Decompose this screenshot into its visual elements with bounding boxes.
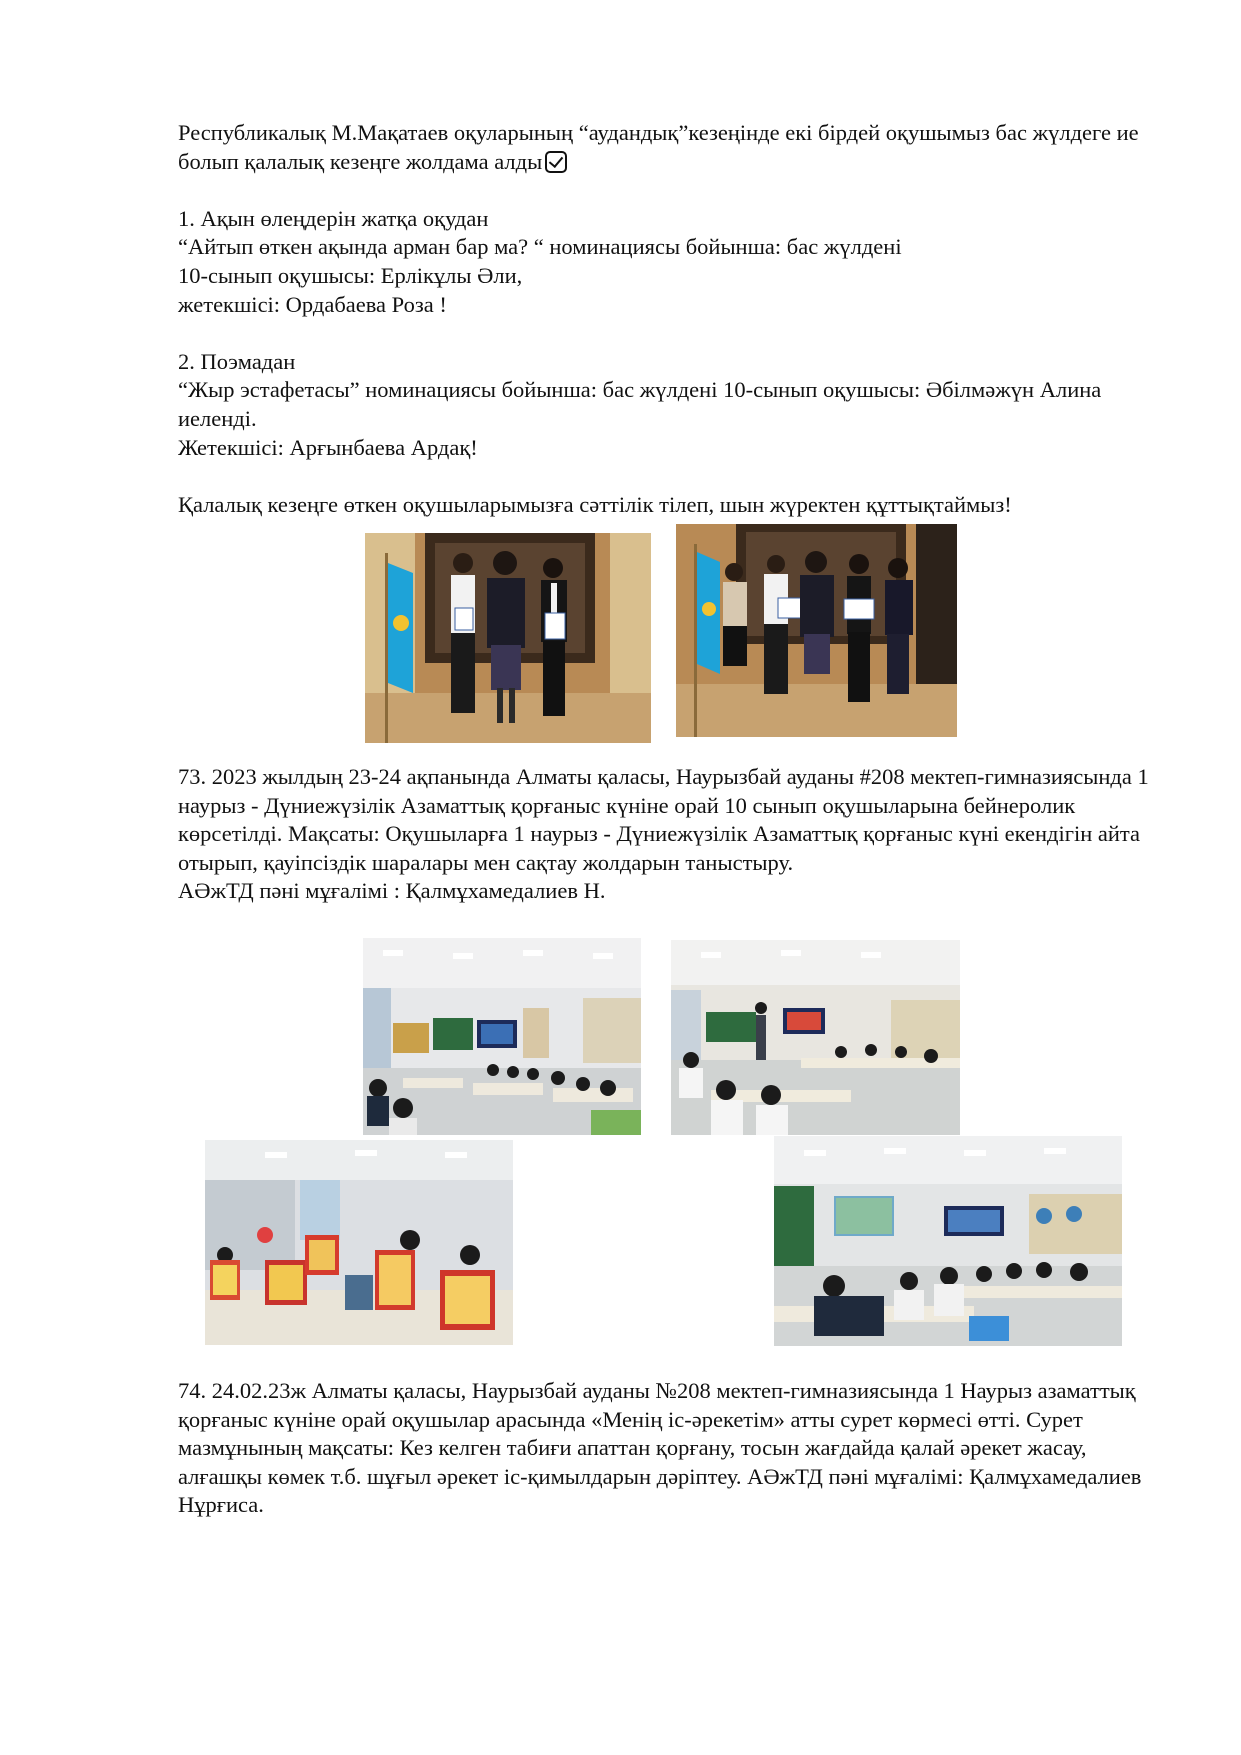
item2-supervisor: Жетекшісі: Арғынбаева Ардақ! bbox=[178, 434, 478, 460]
section-74-paragraph: 74. 24.02.23ж Алматы қаласы, Наурызбай ауданы №208 мектеп-гимназиясында 1 Наурыз азаматтық қорғаныс күніне орай оқушылар арасында «Менің іс-әрекетім» атты сурет көрмесі өтті. Сурет мазмұнының мақсаты: Кез келген табиғи апаттан қорғану, тосын жағдайда қалай әрекет жасау, алғашқы көмек т.б. шұғыл әрекет іс-қимылдарын дәріптеу. АӘжТД пәні мұғалімі: Қалмұхамедалиев Нұрғиса. bbox=[178, 1378, 1142, 1518]
award-photo-2 bbox=[676, 524, 957, 737]
item2-nomination: “Жыр эстафетасы” номинациясы бойынша: бас жүлдені 10-сынып оқушысы: Әбілмәжүн Алина иеленді. bbox=[178, 377, 1102, 431]
intro-paragraph: Республикалық М.Мақатаев оқуларының “аудандық”кезеңінде екі бірдей оқушымыз бас жүлдеге ие болып қалалық кезеңге жолдама алды bbox=[178, 120, 1139, 174]
classroom-photo-3 bbox=[205, 1140, 513, 1345]
item1-supervisor: жетекшісі: Ордабаева Роза ! bbox=[178, 291, 447, 317]
section-73 bbox=[178, 763, 1153, 906]
checkbox-check-icon bbox=[545, 151, 567, 173]
section-74 bbox=[178, 1377, 1153, 1520]
classroom-photo-4 bbox=[774, 1136, 1122, 1346]
item1-nomination: “Айтып өткен ақында арман бар ма? “ номинациясы бойынша: бас жүлдені bbox=[178, 234, 902, 260]
item2-heading: 2. Поэмадан bbox=[178, 348, 296, 374]
classroom-photo-1 bbox=[363, 938, 641, 1135]
section-73-paragraph: 73. 2023 жылдың 23-24 ақпанында Алматы қаласы, Наурызбай ауданы #208 мектеп-гимназиясында 1 наурыз - Дүниежүзілік Азаматтық қорғаныс күніне орай 10 сынып оқушыларына бейнеролик көрсетілді. Мақсаты: Оқушыларға 1 наурыз - Дүниежүзілік Азаматтық қорғаныс күні екендігін айта отырып, қауіпсіздік шаралары мен сақтау жолдарын таныстыру. bbox=[178, 764, 1149, 875]
item1-heading: 1. Ақын өлеңдерін жатқа оқудан bbox=[178, 205, 489, 231]
classroom-photo-2 bbox=[671, 940, 960, 1135]
item1-student: 10-сынып оқушысы: Ерлікұлы Әли, bbox=[178, 262, 523, 288]
intro-section bbox=[178, 119, 1153, 519]
closing-paragraph: Қалалық кезеңге өткен оқушыларымызға сәттілік тілеп, шын жүректен құттықтаймыз! bbox=[178, 491, 1012, 517]
award-photo-1 bbox=[365, 533, 651, 743]
section-73-teacher: АӘжТД пәні мұғалімі : Қалмұхамедалиев Н. bbox=[178, 878, 606, 904]
